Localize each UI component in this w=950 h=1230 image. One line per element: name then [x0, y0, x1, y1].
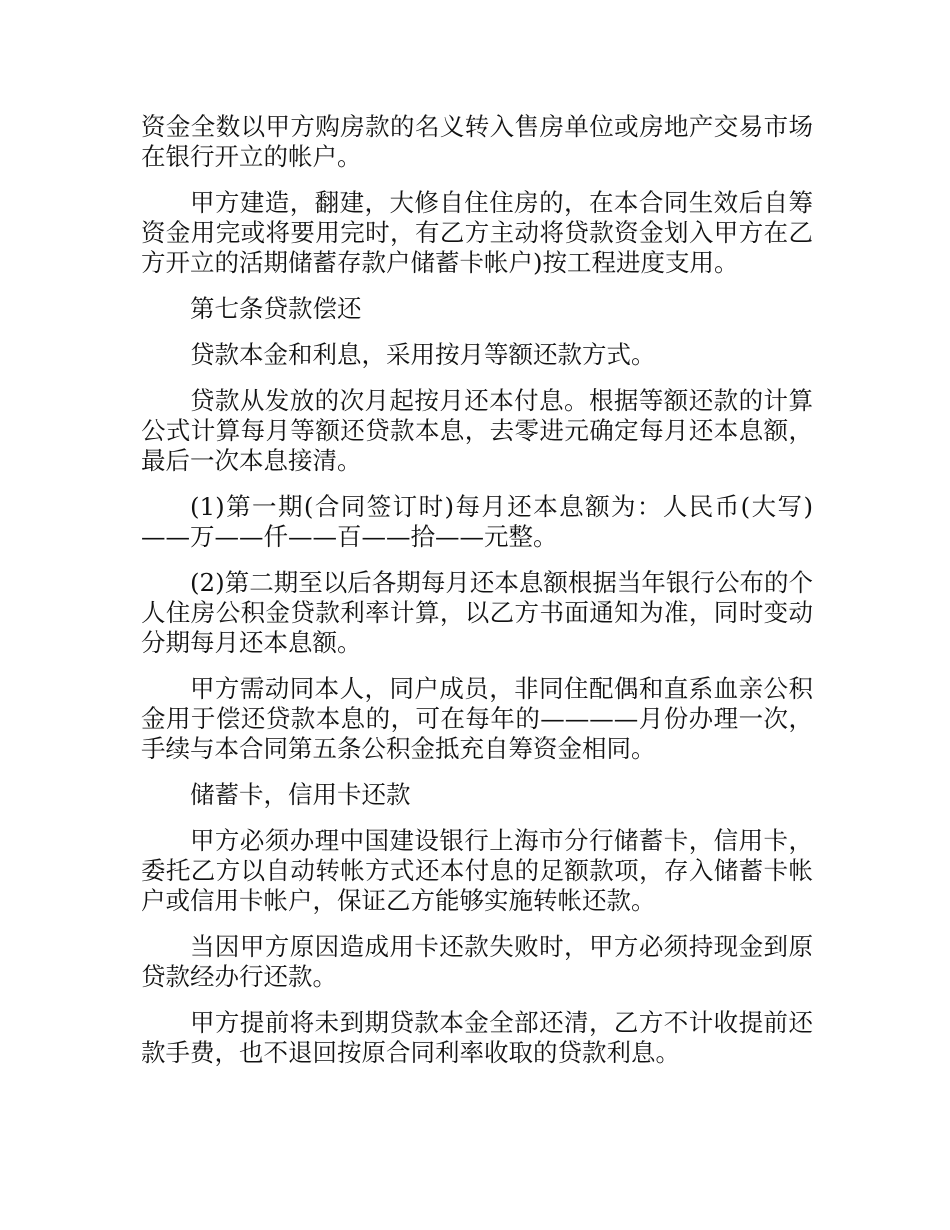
- document-page: [141, 112, 813, 1084]
- paragraph-fund-transfer: 资金全数以甲方购房款的名义转入售房单位或房地产交易市场在银行开立的帐户。: [141, 112, 813, 171]
- paragraph-card-failure: 当因甲方原因造成用卡还款失败时，甲方必须持现金到原贷款经办行还款。: [141, 932, 813, 991]
- paragraph-repayment-method: 贷款本金和利息，采用按月等额还款方式。: [190, 340, 656, 369]
- paragraph-second-period: (2)第二期至以后各期每月还本息额根据当年银行公布的个人住房公积金贷款利率计算，以乙方书面通知为准，同时变动分期每月还本息额。: [141, 568, 813, 657]
- paragraph-provident-fund: 甲方需动同本人，同户成员，非同住配偶和直系血亲公积金用于偿还贷款本息的，可在每年的————月份办理一次，手续与本合同第五条公积金抵充自筹资金相同。: [141, 674, 813, 763]
- section-heading-card-repayment: 储蓄卡，信用卡还款: [190, 780, 411, 809]
- paragraph-self-build: 甲方建造，翻建，大修自住住房的，在本合同生效后自筹资金用完或将要用完时，有乙方主动将贷款资金划入甲方在乙方开立的活期储蓄存款户储蓄卡帐户)按工程进度支用。: [141, 188, 813, 277]
- section-heading-article-7: 第七条贷款偿还: [190, 294, 362, 323]
- paragraph-card-requirement: 甲方必须办理中国建设银行上海市分行储蓄卡，信用卡，委托乙方以自动转帐方式还本付息的足额款项，存入储蓄卡帐户或信用卡帐户，保证乙方能够实施转帐还款。: [141, 826, 813, 915]
- paragraph-monthly-repayment: 贷款从发放的次月起按月还本付息。根据等额还款的计算公式计算每月等额还贷款本息，去零进元确定每月还本息额，最后一次本息接清。: [141, 386, 813, 475]
- paragraph-first-period: (1)第一期(合同签订时)每月还本息额为：人民币(大写)——万——仟——百——拾——元整。: [141, 492, 813, 551]
- paragraph-early-repayment: 甲方提前将未到期贷款本金全部还清，乙方不计收提前还款手费，也不退回按原合同利率收取的贷款利息。: [141, 1008, 813, 1067]
